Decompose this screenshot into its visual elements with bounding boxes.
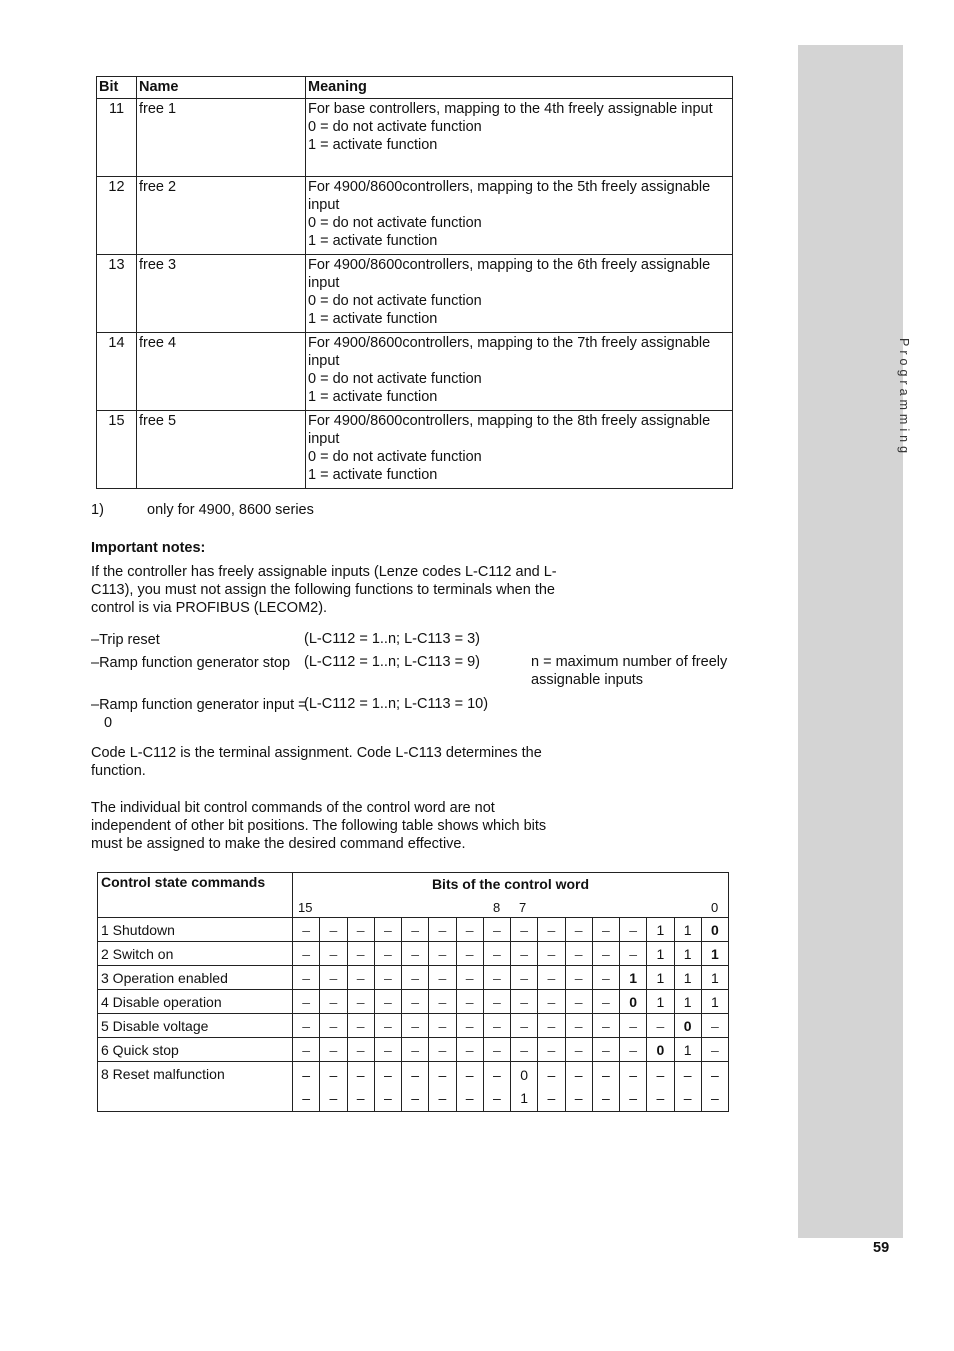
bit-cell: – [429, 1038, 456, 1062]
bit-cell: – [511, 942, 538, 966]
bit-cell: – [347, 966, 374, 990]
bullet-code: (L-C112 = 1..n; L-C113 = 10) [304, 696, 489, 712]
bit-cell: 1 [674, 942, 701, 966]
bit-7-label: 7 [519, 900, 527, 915]
bit-cell: – [565, 990, 592, 1014]
bit-cell: – – [483, 1062, 510, 1112]
bit-cell: – [347, 1038, 374, 1062]
bit-cell: – [701, 1014, 728, 1038]
bit-name: free 5 [137, 411, 306, 489]
table-row [97, 255, 733, 333]
bit-header: Bit [97, 77, 137, 99]
bit-cell: – [565, 966, 592, 990]
command-name: 8 Reset malfunction [98, 1062, 293, 1112]
meaning-header: Meaning [306, 77, 733, 99]
bit-cell: – [483, 990, 510, 1014]
bit-cell: – [511, 990, 538, 1014]
bit-name: free 2 [137, 177, 306, 255]
notes-heading: Important notes: [91, 540, 206, 556]
bullet-code: (L-C112 = 1..n; L-C113 = 9) [304, 654, 480, 670]
bit-cell: 0 [647, 1038, 674, 1062]
bit-cell: – – [320, 1062, 347, 1112]
page-number: 59 [873, 1240, 890, 1256]
command-name: 2 Switch on [98, 942, 293, 966]
bit-cell: – [374, 990, 401, 1014]
bit-cell: 1 [701, 942, 728, 966]
bit-name: free 1 [137, 99, 306, 177]
bit-cell: 1 [674, 966, 701, 990]
bullet-item: –Trip reset [91, 632, 160, 648]
bit-cell: – [647, 1014, 674, 1038]
bit-cell: 1 [647, 990, 674, 1014]
bit-cell: – [483, 942, 510, 966]
bit-cell: 1 [647, 966, 674, 990]
bit-cell: – [374, 966, 401, 990]
footnote-mark: 1) [91, 502, 104, 518]
bit-cell: – [483, 1014, 510, 1038]
bit-cell: – – [538, 1062, 565, 1112]
bit-table [96, 76, 733, 489]
bit-cell: – [565, 918, 592, 942]
bit-cell: 1 [674, 990, 701, 1014]
bit-cell: – [293, 918, 320, 942]
control-commands-header: Control state commands [98, 873, 293, 918]
bit-cell: 0 [701, 918, 728, 942]
bit-cell: – [429, 966, 456, 990]
bit-cell: – [538, 966, 565, 990]
footnote [91, 501, 314, 519]
bit-cell: – [374, 1038, 401, 1062]
bit-cell: – [429, 990, 456, 1014]
bit-cell: – [293, 990, 320, 1014]
bit-cell: – [511, 1038, 538, 1062]
bit-cell: – [320, 966, 347, 990]
bit-cell: – [538, 990, 565, 1014]
table-row [97, 177, 733, 255]
bit-cell: – [293, 942, 320, 966]
bit-cell: – [347, 942, 374, 966]
bit-cell: – [456, 918, 483, 942]
bit-cell: – [374, 942, 401, 966]
code-paragraph: Code L-C112 is the terminal assignment. Code L-C113 determines the function. [91, 745, 542, 779]
bit-cell: – [293, 1038, 320, 1062]
section-label: Programming [897, 338, 911, 458]
bit-cell: – [429, 1014, 456, 1038]
bit-cell: – – [592, 1062, 619, 1112]
bit-number: 14 [97, 333, 137, 411]
bit-cell: – [402, 1014, 429, 1038]
bit-cell: – [402, 990, 429, 1014]
bit-8-label: 8 [493, 900, 501, 915]
bit-cell: – [483, 1038, 510, 1062]
table-row [97, 411, 733, 489]
bit-cell: – [511, 966, 538, 990]
bit-cell: – [429, 918, 456, 942]
bit-cell: – [320, 990, 347, 1014]
bit-cell: – [538, 1014, 565, 1038]
bit-cell: – [511, 1014, 538, 1038]
bit-cell: – [511, 918, 538, 942]
table-row [98, 918, 729, 942]
bit-cell: – [538, 918, 565, 942]
bit-cell: – [402, 942, 429, 966]
bit-cell: – [402, 966, 429, 990]
notes-intro: If the controller has freely assignable inputs (Lenze codes L-C112 and L-C113), you must not assign the following functions to terminals when the control is via PROFIBUS (LECOM2). [91, 564, 557, 616]
bit-cell: – – [429, 1062, 456, 1112]
name-header: Name [137, 77, 306, 99]
bit-meaning: For 4900/8600controllers, mapping to the 7th freely assignable input 0 = do not activate function 1 = activate function [306, 333, 733, 411]
bit-cell: – [565, 1014, 592, 1038]
bit-cell: – [620, 942, 647, 966]
bit-cell: 1 [620, 966, 647, 990]
bit-cell: – [592, 966, 619, 990]
control-bits-header: Bits of the control word [293, 873, 729, 896]
bit-cell: – [320, 942, 347, 966]
bit-number: 12 [97, 177, 137, 255]
footnote-text: only for 4900, 8600 series [147, 502, 314, 518]
bit-cell: – – [347, 1062, 374, 1112]
bit-cell: – [402, 918, 429, 942]
bit-number: 15 [97, 411, 137, 489]
bullet-code: (L-C112 = 1..n; L-C113 = 3) [304, 631, 480, 647]
bit-cell: – [538, 942, 565, 966]
bit-15-label: 15 [298, 900, 313, 915]
bit-cell: – [374, 1014, 401, 1038]
bit-cell: – [565, 1038, 592, 1062]
command-name: 1 Shutdown [98, 918, 293, 942]
bit-cell: – [483, 966, 510, 990]
bit-cell: 1 [647, 942, 674, 966]
bit-name: free 4 [137, 333, 306, 411]
table-row [98, 942, 729, 966]
bit-cell: 0 1 [511, 1062, 538, 1112]
bit-cell: – [293, 1014, 320, 1038]
bit-cell: – – [565, 1062, 592, 1112]
bit-name: free 3 [137, 255, 306, 333]
table-row [98, 1014, 729, 1038]
bit-cell: 1 [674, 1038, 701, 1062]
bit-cell: – – [620, 1062, 647, 1112]
bullet-item: –Ramp function generator stop [91, 655, 291, 671]
bit-cell: – [592, 942, 619, 966]
side-bar [798, 45, 903, 1238]
bit-meaning: For base controllers, mapping to the 4th freely assignable input 0 = do not activate function 1 = activate function [306, 99, 733, 177]
bit-cell: – [701, 1038, 728, 1062]
bit-cell: 0 [674, 1014, 701, 1038]
bit-cell: – [538, 1038, 565, 1062]
table-row [98, 1062, 729, 1112]
bit-cell: – [620, 1014, 647, 1038]
bit-cell: 1 [647, 918, 674, 942]
bit-cell: – – [674, 1062, 701, 1112]
bit-cell: 0 [620, 990, 647, 1014]
bit-cell: – [592, 918, 619, 942]
bit-cell: – – [293, 1062, 320, 1112]
bit-cell: – [429, 942, 456, 966]
bit-cell: – [320, 1014, 347, 1038]
bit-number: 13 [97, 255, 137, 333]
bits-paragraph: The individual bit control commands of the control word are not independent of other bit positions. The following table shows which bits must be assigned to make the desired command effective. [91, 800, 547, 852]
bit-0-label: 0 [711, 900, 719, 915]
bit-cell: – – [374, 1062, 401, 1112]
bit-cell: – [456, 966, 483, 990]
bit-cell: – [320, 1038, 347, 1062]
bit-cell: – – [456, 1062, 483, 1112]
table-row [97, 333, 733, 411]
bit-cell: – [456, 1014, 483, 1038]
bit-cell: – [483, 918, 510, 942]
bit-cell: – [293, 966, 320, 990]
table-row [98, 990, 729, 1014]
bit-cell: – [592, 1014, 619, 1038]
table-row [98, 1038, 729, 1062]
bit-cell: – [374, 918, 401, 942]
bit-cell: – [592, 1038, 619, 1062]
bit-cell: 1 [701, 990, 728, 1014]
bit-cell: – [347, 990, 374, 1014]
bullet-item: –Ramp function generator input = 0 [91, 697, 307, 731]
bit-cell: – [456, 942, 483, 966]
bit-cell: – – [402, 1062, 429, 1112]
bit-cell: – [592, 990, 619, 1014]
table-row [97, 99, 733, 177]
side-note: n = maximum number of freely assignable inputs [531, 654, 728, 688]
bit-cell: – [402, 1038, 429, 1062]
bit-cell: – – [647, 1062, 674, 1112]
bit-cell: – [620, 1038, 647, 1062]
command-name: 6 Quick stop [98, 1038, 293, 1062]
bit-cell: – [347, 918, 374, 942]
bit-cell: – [456, 990, 483, 1014]
bit-cell: – – [701, 1062, 728, 1112]
bit-meaning: For 4900/8600controllers, mapping to the 5th freely assignable input 0 = do not activate function 1 = activate function [306, 177, 733, 255]
bit-cell: 1 [674, 918, 701, 942]
bit-cell: – [320, 918, 347, 942]
bit-scale [293, 895, 729, 918]
table-row [98, 966, 729, 990]
command-name: 3 Operation enabled [98, 966, 293, 990]
bit-cell: – [620, 918, 647, 942]
bit-cell: – [347, 1014, 374, 1038]
bit-meaning: For 4900/8600controllers, mapping to the 8th freely assignable input 0 = do not activate function 1 = activate function [306, 411, 733, 489]
bit-meaning: For 4900/8600controllers, mapping to the 6th freely assignable input 0 = do not activate function 1 = activate function [306, 255, 733, 333]
command-name: 4 Disable operation [98, 990, 293, 1014]
bit-cell: – [565, 942, 592, 966]
control-state-table [97, 872, 729, 1112]
bit-cell: – [456, 1038, 483, 1062]
command-name: 5 Disable voltage [98, 1014, 293, 1038]
bit-number: 11 [97, 99, 137, 177]
bit-cell: 1 [701, 966, 728, 990]
